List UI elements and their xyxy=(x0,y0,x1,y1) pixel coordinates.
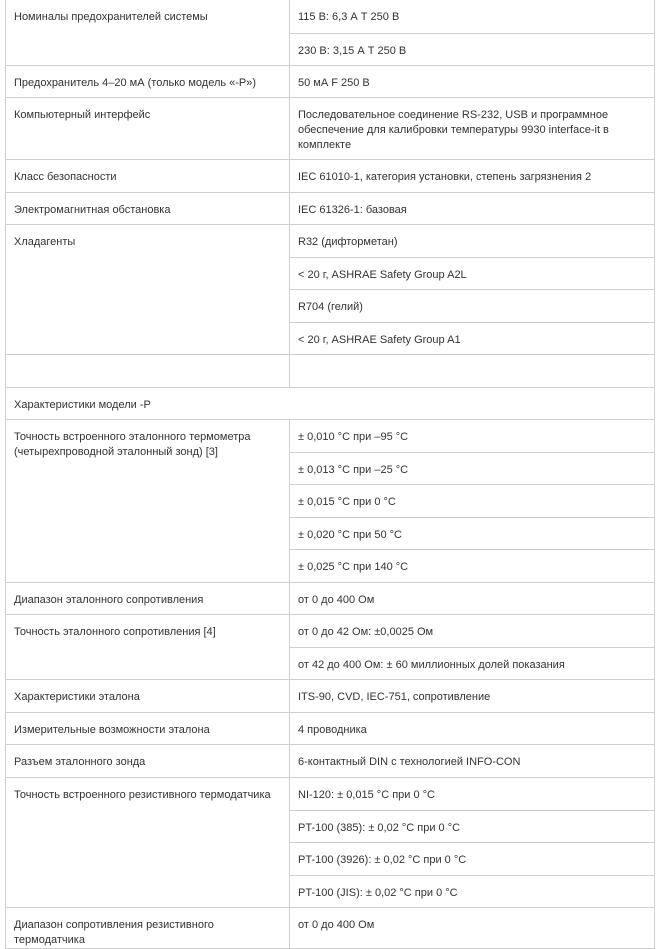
parameter-cell xyxy=(6,98,290,160)
value-cell xyxy=(290,34,655,66)
table-row xyxy=(6,388,655,420)
value-cell xyxy=(290,420,655,453)
parameter-label: Класс безопасности xyxy=(14,171,117,183)
value-cell xyxy=(290,355,655,388)
table-row xyxy=(6,615,655,648)
value-cell xyxy=(290,323,655,355)
parameter-label: Разъем эталонного зонда xyxy=(14,756,146,768)
parameter-cell xyxy=(6,583,290,615)
parameter-label: Компьютерный интерфейс xyxy=(14,109,151,121)
parameter-value: ± 0,015 °C при 0 °C xyxy=(298,496,396,508)
parameter-value: 230 В: 3,15 А Т 250 В xyxy=(298,45,407,57)
table-row xyxy=(6,355,655,388)
value-cell xyxy=(290,778,655,811)
parameter-cell xyxy=(6,420,290,583)
table-row xyxy=(6,98,655,160)
parameter-value: 6-контактный DIN с технологией INFO-CON xyxy=(298,756,521,768)
section-heading: Характеристики модели -P xyxy=(14,399,151,411)
parameter-cell xyxy=(6,0,290,66)
value-cell xyxy=(290,583,655,615)
value-cell xyxy=(290,193,655,225)
parameter-value: PT-100 (3926): ± 0,02 °C при 0 °C xyxy=(298,854,467,866)
parameter-label: Измерительные возможности эталона xyxy=(14,724,210,736)
specifications-table xyxy=(5,0,655,949)
table-row xyxy=(6,0,655,34)
parameter-label: Характеристики эталона xyxy=(14,691,140,703)
parameter-value: от 42 до 400 Ом: ± 60 миллионных долей показания xyxy=(298,659,565,671)
parameter-value: ± 0,013 °C при –25 °C xyxy=(298,464,409,476)
table-row xyxy=(6,713,655,745)
table-row xyxy=(6,745,655,778)
value-cell xyxy=(290,0,655,34)
table-row xyxy=(6,420,655,453)
parameter-cell xyxy=(6,193,290,225)
table-row xyxy=(6,583,655,615)
value-cell xyxy=(290,908,655,949)
value-cell xyxy=(290,160,655,193)
parameter-value: от 0 до 400 Ом xyxy=(298,594,375,606)
value-cell xyxy=(290,98,655,160)
table-row xyxy=(6,193,655,225)
parameter-value: ± 0,010 °C при –95 °C xyxy=(298,431,409,443)
parameter-cell xyxy=(6,908,290,949)
value-cell xyxy=(290,258,655,290)
value-cell xyxy=(290,453,655,485)
value-cell xyxy=(290,518,655,550)
parameter-label: Предохранитель 4–20 мА (только модель «-P») xyxy=(14,77,257,89)
parameter-value: IEC 61326-1: базовая xyxy=(298,204,407,216)
parameter-value: 115 В: 6,3 А Т 250 В xyxy=(298,11,400,23)
value-cell xyxy=(290,66,655,98)
value-cell xyxy=(290,811,655,843)
value-cell xyxy=(290,648,655,680)
value-cell xyxy=(290,680,655,713)
value-cell xyxy=(290,843,655,876)
parameter-cell xyxy=(6,713,290,745)
parameter-cell xyxy=(6,745,290,778)
value-cell xyxy=(290,485,655,518)
value-cell xyxy=(290,876,655,908)
parameter-label xyxy=(14,355,280,365)
parameter-cell xyxy=(6,66,290,98)
table-row xyxy=(6,680,655,713)
value-cell xyxy=(290,713,655,745)
parameter-value: R704 (гелий) xyxy=(298,301,363,313)
section-heading-cell xyxy=(6,388,655,420)
parameter-value: IEC 61010-1, категория установки, степень загрязнения 2 xyxy=(298,171,592,183)
parameter-label: Хладагенты xyxy=(14,236,76,248)
parameter-cell xyxy=(6,615,290,680)
table-row xyxy=(6,160,655,193)
parameter-label: Точность встроенного резистивного термодатчика xyxy=(14,789,271,801)
parameter-value: NI-120: ± 0,015 °C при 0 °C xyxy=(298,789,435,801)
parameter-label: Точность встроенного эталонного термометра (четырехпроводной эталонный зонд) [3] xyxy=(14,431,251,458)
parameter-value: от 0 до 42 Ом: ±0,0025 Ом xyxy=(298,626,434,638)
table-row xyxy=(6,908,655,949)
value-cell xyxy=(290,225,655,258)
parameter-value: < 20 г, ASHRAE Safety Group A2L xyxy=(298,269,467,281)
parameter-cell xyxy=(6,225,290,355)
parameter-value xyxy=(298,355,645,365)
value-cell xyxy=(290,615,655,648)
parameter-value: от 0 до 400 Ом xyxy=(298,919,375,931)
parameter-label: Точность эталонного сопротивления [4] xyxy=(14,626,216,638)
parameter-value: ITS-90, CVD, IEC-751, сопротивление xyxy=(298,691,491,703)
parameter-value: PT-100 (JIS): ± 0,02 °C при 0 °C xyxy=(298,887,458,899)
parameter-value: Последовательное соединение RS-232, USB и программное обеспечение для калибровки температуры 9930 interface-it в комплекте xyxy=(298,109,609,151)
value-cell xyxy=(290,290,655,323)
table-row xyxy=(6,66,655,98)
specifications-body xyxy=(6,0,655,949)
parameter-label: Диапазон эталонного сопротивления xyxy=(14,594,204,606)
parameter-value: R32 (дифторметан) xyxy=(298,236,398,248)
parameter-value: PT-100 (385): ± 0,02 °C при 0 °C xyxy=(298,822,461,834)
parameter-label: Электромагнитная обстановка xyxy=(14,204,171,216)
value-cell xyxy=(290,745,655,778)
parameter-value: 50 мА F 250 В xyxy=(298,77,370,89)
parameter-value: < 20 г, ASHRAE Safety Group A1 xyxy=(298,334,461,346)
value-cell xyxy=(290,550,655,583)
parameter-cell xyxy=(6,160,290,193)
table-row xyxy=(6,225,655,258)
parameter-label: Диапазон сопротивления резистивного термодатчика xyxy=(14,919,214,946)
parameter-value: 4 проводника xyxy=(298,724,367,736)
parameter-value: ± 0,025 °C при 140 °C xyxy=(298,561,409,573)
table-row xyxy=(6,778,655,811)
parameter-cell xyxy=(6,355,290,388)
parameter-label: Номиналы предохранителей системы xyxy=(14,11,208,23)
parameter-value: ± 0,020 °C при 50 °C xyxy=(298,529,402,541)
parameter-cell xyxy=(6,680,290,713)
parameter-cell xyxy=(6,778,290,908)
